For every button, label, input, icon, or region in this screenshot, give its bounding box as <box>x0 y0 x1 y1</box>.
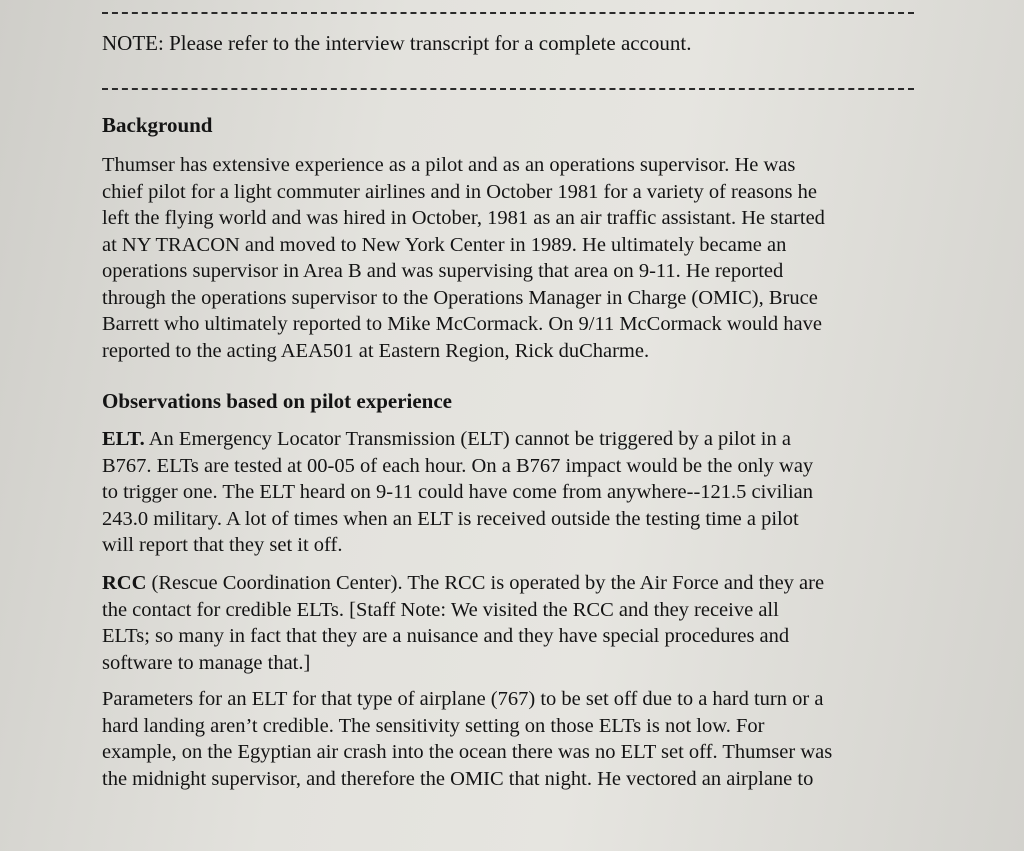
background-heading: Background <box>102 113 213 137</box>
elt-paragraph <box>102 426 952 559</box>
paragraph-line <box>102 426 952 453</box>
elt-first-line: An Emergency Locator Transmission (ELT) cannot be triggered by a pilot in a <box>144 428 791 450</box>
paragraph-line: the midnight supervisor, and therefore the OMIC that night. He vectored an airplane to <box>102 767 814 790</box>
paragraph-line: the contact for credible ELTs. [Staff Note: We visited the RCC and they receive all <box>102 598 779 621</box>
paragraph-line: operations supervisor in Area B and was supervising that area on 9-11. He reported <box>102 260 784 282</box>
paragraph-line: reported to the acting AEA501 at Eastern Region, Rick duCharme. <box>102 339 650 362</box>
parameters-paragraph <box>102 686 952 792</box>
paragraph-line: at NY TRACON and moved to New York Center in 1989. He ultimately became an <box>102 233 787 256</box>
paragraph-line: will report that they set it off. <box>102 534 343 556</box>
dashed-rule-top <box>102 12 914 14</box>
paragraph-line: left the flying world and was hired in October, 1981 as an air traffic assistant. He started <box>102 207 825 229</box>
paragraph-line: B767. ELTs are tested at 00-05 of each hour. On a B767 impact would be the only way <box>102 454 814 477</box>
paragraph-line: to trigger one. The ELT heard on 9-11 could have come from anywhere--121.5 civilian <box>102 481 814 503</box>
rcc-lead: RCC <box>102 572 147 594</box>
rcc-paragraph <box>102 570 952 676</box>
elt-lead: ELT. <box>102 428 145 450</box>
observations-heading: Observations based on pilot experience <box>102 389 452 413</box>
paragraph-line: 243.0 military. A lot of times when an ELT is received outside the testing time a pilot <box>102 507 799 530</box>
background-paragraph <box>102 152 952 364</box>
rcc-first-line: (Rescue Coordination Center). The RCC is operated by the Air Force and they are <box>146 572 825 594</box>
paragraph-line: chief pilot for a light commuter airlines and in October 1981 for a variety of reasons he <box>102 180 817 203</box>
note-text: NOTE: Please refer to the interview transcript for a complete account. <box>102 31 692 55</box>
paragraph-line: through the operations supervisor to the Operations Manager in Charge (OMIC), Bruce <box>102 286 818 309</box>
paragraph-line <box>102 570 952 597</box>
dashed-rule-bottom <box>102 88 914 90</box>
paragraph-line: ELTs; so many in fact that they are a nuisance and they have special procedures and <box>102 625 790 647</box>
paragraph-line: Parameters for an ELT for that type of airplane (767) to be set off due to a hard turn or a <box>102 688 824 710</box>
paragraph-line: Barrett who ultimately reported to Mike McCormack. On 9/11 McCormack would have <box>102 313 822 335</box>
paragraph-line: example, on the Egyptian air crash into the ocean there was no ELT set off. Thumser was <box>102 741 833 763</box>
paragraph-line: Thumser has extensive experience as a pilot and as an operations supervisor. He was <box>102 154 796 176</box>
paragraph-line: hard landing aren’t credible. The sensitivity setting on those ELTs is not low. For <box>102 714 765 737</box>
paragraph-line: software to manage that.] <box>102 651 311 674</box>
